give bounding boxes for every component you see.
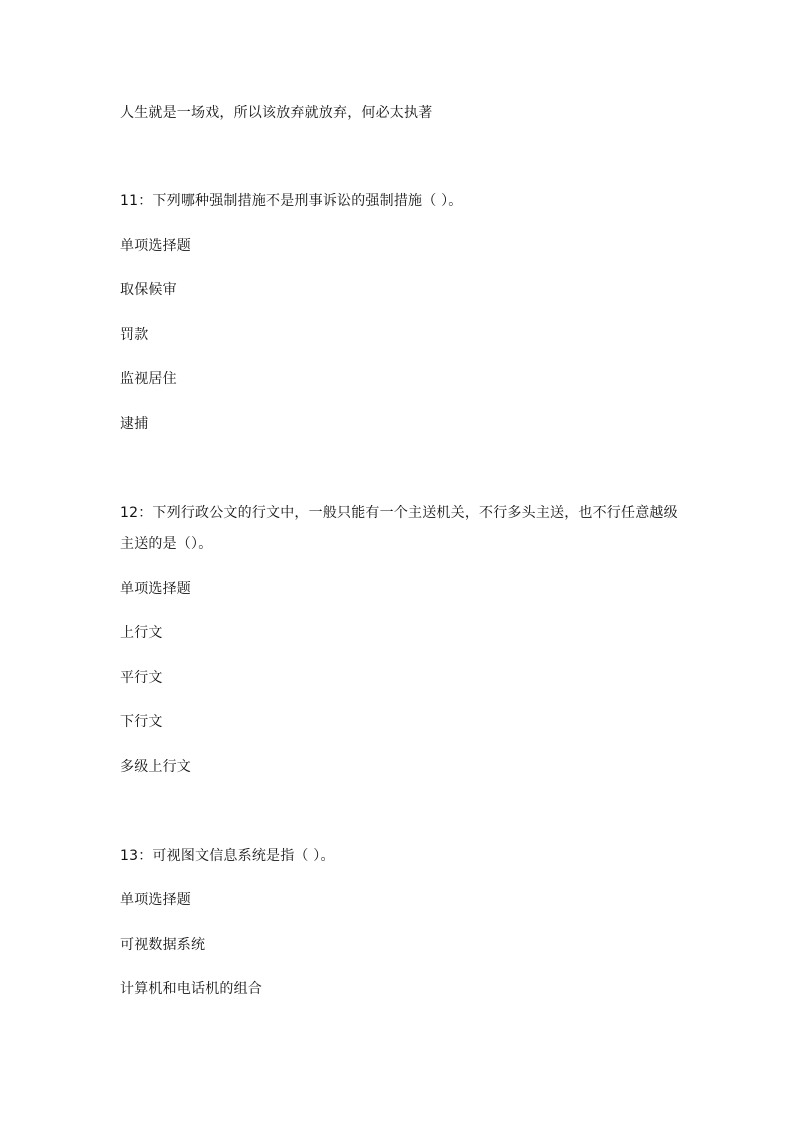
intro-text: 人生就是一场戏，所以该放弃就放弃，何必太执著 — [120, 105, 433, 121]
question-13-option-2: 计算机和电话机的组合 — [120, 981, 262, 997]
question-11-option-1: 取保候审 — [120, 282, 177, 298]
question-13-option-1: 可视数据系统 — [120, 937, 206, 953]
question-12-option-1: 上行文 — [120, 625, 163, 641]
question-12-stem-line-2: 主送的是（）。 — [120, 536, 213, 552]
question-13-stem: 13：可视图文信息系统是指（ ）。 — [120, 848, 335, 864]
question-12-option-2: 平行文 — [120, 670, 163, 686]
question-11-option-2: 罚款 — [120, 327, 149, 343]
question-12-type: 单项选择题 — [120, 581, 191, 597]
question-13-type: 单项选择题 — [120, 892, 191, 908]
question-12-option-3: 下行文 — [120, 714, 163, 730]
question-12-option-4: 多级上行文 — [120, 759, 191, 775]
question-11-type: 单项选择题 — [120, 238, 191, 254]
question-11-option-4: 逮捕 — [120, 416, 149, 432]
question-11-option-3: 监视居住 — [120, 371, 177, 387]
question-11-stem: 11：下列哪种强制措施不是刑事诉讼的强制措施（ ）。 — [120, 193, 463, 209]
question-12-stem-line-1: 12：下列行政公文的行文中，一般只能有一个主送机关，不行多头主送，也不行任意越级 — [120, 505, 678, 521]
